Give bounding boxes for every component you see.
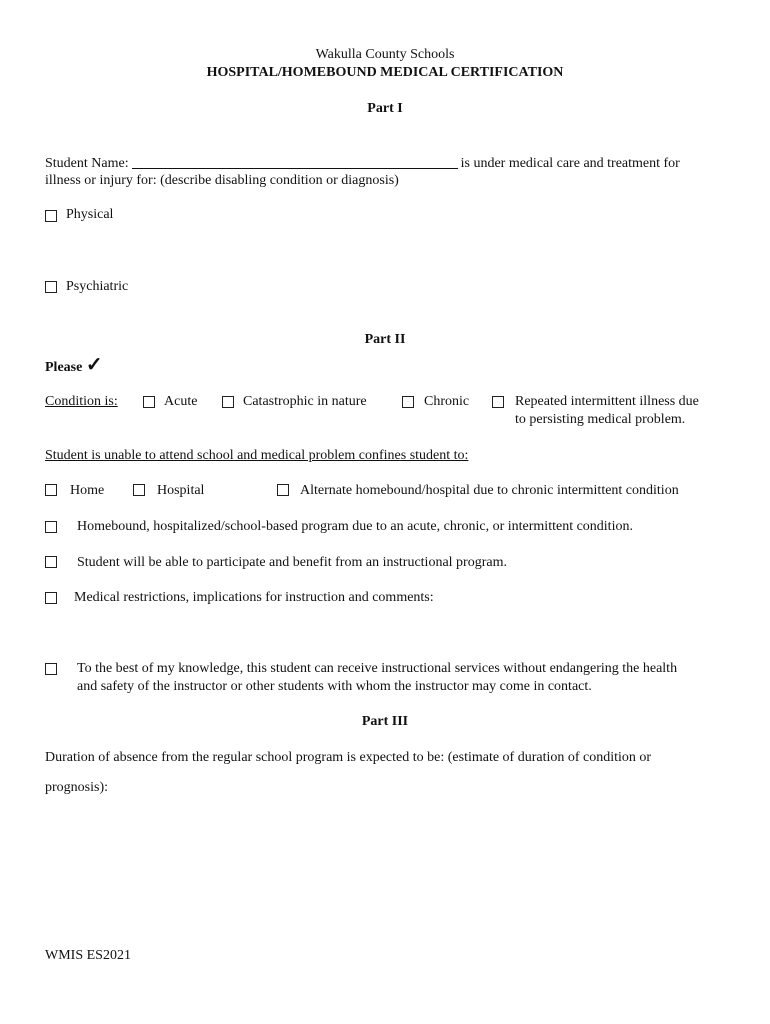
duration-label-1: Duration of absence from the regular school program is expected to be: (estimate of duration of condition or bbox=[45, 750, 652, 765]
acute-label: Acute bbox=[164, 394, 198, 409]
part-2-heading: Part II bbox=[364, 332, 406, 347]
catastrophic-checkbox[interactable] bbox=[222, 396, 234, 408]
form-title: HOSPITAL/HOMEBOUND MEDICAL CERTIFICATION bbox=[206, 65, 564, 80]
repeated-illness-label-2: to persisting medical problem. bbox=[515, 412, 686, 427]
psychiatric-checkbox[interactable] bbox=[45, 281, 57, 293]
chronic-checkbox[interactable] bbox=[402, 396, 414, 408]
duration-label-2: prognosis): bbox=[45, 780, 108, 795]
homebound-program-label: Homebound, hospitalized/school-based program due to an acute, chronic, or intermittent condition. bbox=[77, 519, 633, 534]
safety-label-2: and safety of the instructor or other students with whom the instructor may come in contact. bbox=[77, 679, 592, 694]
please-check-label bbox=[45, 352, 103, 377]
physical-checkbox[interactable] bbox=[45, 210, 57, 222]
hospital-checkbox[interactable] bbox=[133, 484, 145, 496]
home-label: Home bbox=[70, 483, 105, 498]
student-name-row bbox=[45, 154, 680, 172]
participate-label: Student will be able to participate and benefit from an instructional program. bbox=[77, 555, 507, 570]
alternate-checkbox[interactable] bbox=[277, 484, 289, 496]
condition-label: Condition is: bbox=[45, 394, 118, 409]
physical-label: Physical bbox=[66, 207, 114, 222]
participate-checkbox[interactable] bbox=[45, 556, 57, 568]
restrictions-label: Medical restrictions, implications for instruction and comments: bbox=[74, 590, 434, 605]
part-1-heading: Part I bbox=[367, 101, 403, 116]
catastrophic-label: Catastrophic in nature bbox=[243, 394, 367, 409]
confines-label: Student is unable to attend school and medical problem confines student to: bbox=[45, 448, 469, 463]
safety-checkbox[interactable] bbox=[45, 663, 57, 675]
part-3-heading: Part III bbox=[361, 714, 409, 729]
home-checkbox[interactable] bbox=[45, 484, 57, 496]
homebound-program-checkbox[interactable] bbox=[45, 521, 57, 533]
psychiatric-label: Psychiatric bbox=[66, 279, 129, 294]
org-name: Wakulla County Schools bbox=[315, 47, 455, 62]
diagnosis-instruction: illness or injury for: (describe disabling condition or diagnosis) bbox=[45, 173, 399, 188]
student-name-field[interactable] bbox=[132, 154, 458, 169]
form-code: WMIS ES2021 bbox=[45, 948, 131, 963]
acute-checkbox[interactable] bbox=[143, 396, 155, 408]
repeated-illness-label-1: Repeated intermittent illness due bbox=[515, 394, 699, 409]
repeated-illness-checkbox[interactable] bbox=[492, 396, 504, 408]
alternate-label: Alternate homebound/hospital due to chronic intermittent condition bbox=[300, 483, 679, 498]
restrictions-checkbox[interactable] bbox=[45, 592, 57, 604]
chronic-label: Chronic bbox=[424, 394, 470, 409]
student-name-suffix: is under medical care and treatment for bbox=[460, 156, 680, 171]
hospital-label: Hospital bbox=[157, 483, 205, 498]
student-name-label: Student Name: bbox=[45, 156, 129, 171]
please-text: Please bbox=[45, 360, 83, 375]
safety-label-1: To the best of my knowledge, this student can receive instructional services without endangering the health bbox=[77, 661, 678, 676]
checkmark-icon: ✓ bbox=[85, 354, 103, 376]
